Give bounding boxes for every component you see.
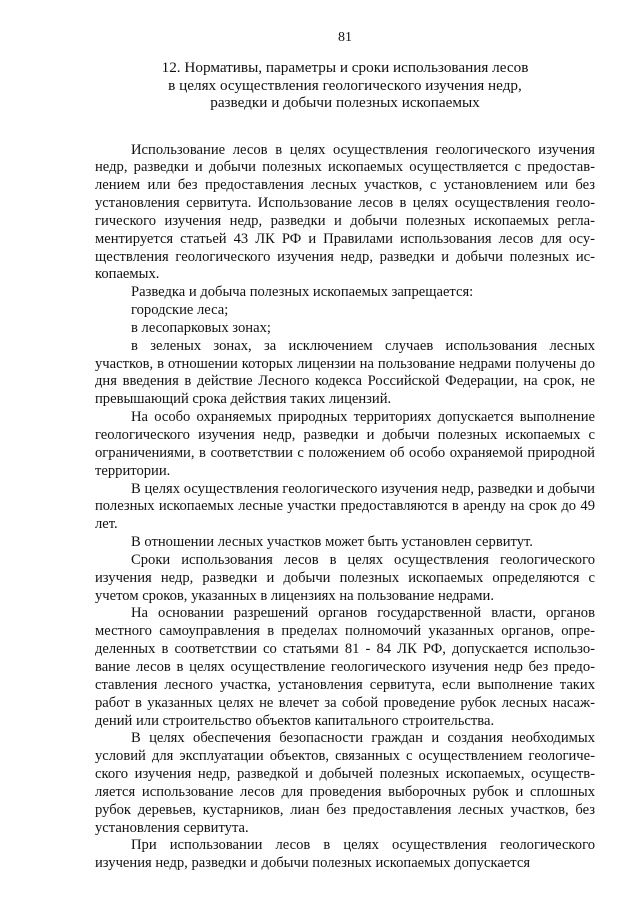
paragraph-continuation: При использовании лесов в целях осуществления геологического изучения недр, разведки и добычи полезных ископаемых допускается	[95, 837, 595, 872]
heading-line-3: разведки и добычи полезных ископаемых	[210, 94, 480, 111]
paragraph-usage-terms: Сроки использования лесов в целях осуществления геологического изучения недр, разведки и добычи полезных ископаемых определяются с учетом сроков, указанных в лицензиях на пользование недрами.	[95, 551, 595, 604]
paragraph-servitude: В отношении лесных участков может быть установлен сервитут.	[131, 534, 533, 551]
heading-line-2: в целях осуществления геологического изучения недр,	[168, 76, 522, 94]
list-item-green-zones: в зеленых зонах, за исключением случаев использования лесных участков, в отношении которых лицензии на пользование недрами получены до дня введения в действие Лесного кодекса Российской Федерации, на срок, не превышающий срока действия таких лицензий.	[95, 337, 595, 408]
paragraph-safety: В целях обеспечения безопасности граждан и создания необходимых условий для эксплуатации объектов, связанных с осуществлением геологического изучения недр, разведкой и добычей полезных ископаемых, осуществляется использование лесов для проведения выборочных рубок и сплошных рубок деревьев, кустарников, лиан без предоставления лесных участков, без установления сервитута.	[95, 730, 595, 836]
list-item-urban-forests: городские леса;	[131, 302, 229, 319]
paragraph-protected-areas: На особо охраняемых природных территориях допускается выполнение геологического изучения недр, разведки и добычи полезных ископаемых с ограничениями, в соответствии с положением об особо охраняемой природной территории.	[95, 409, 595, 479]
paragraph-permits: На основании разрешений органов государственной власти, органов местного самоуправления в пределах полномочий указанных органов, определенных в соответствии со статьями 81 - 84 ЛК РФ, допускается использование лесов в целях осуществление геологического изучения недр без предоставления лесного участка, установления сервитута, если выполнение таких работ в указанных целях не влечет за собой проведение рубок лесных насаждений или строительство объектов капитального строительства.	[95, 605, 595, 729]
heading-line-1: 12. Нормативы, параметры и сроки использования лесов	[161, 59, 529, 76]
paragraph-lease-term: В целях осуществления геологического изучения недр, разведки и добычи полезных ископаемых лесные участки предоставляются в аренду на срок до 49 лет.	[95, 480, 595, 533]
paragraph-prohibition: Разведка и добыча полезных ископаемых запрещается:	[131, 284, 474, 301]
section-heading	[95, 59, 595, 112]
list-item-forest-park-zones: в лесопарковых зонах;	[131, 319, 271, 336]
section-body	[95, 142, 595, 874]
paragraph-intro: Использование лесов в целях осуществления геологического изучения недр, разведки и добычи полезных ископаемых осуществляется с предоставлением или без предоставления лесных участков, с установлением или без установления сервитута. Использование лесов в целях осуществления геологического изучения недр, разведки и добычи полезных ископаемых регламентируется статьей 43 ЛК РФ и Правилами использования лесов для осуществления геологического изучения недр, разведки и добычи полезных ископаемых.	[95, 141, 595, 283]
page-number: 81	[338, 30, 352, 45]
document-page	[95, 28, 595, 873]
